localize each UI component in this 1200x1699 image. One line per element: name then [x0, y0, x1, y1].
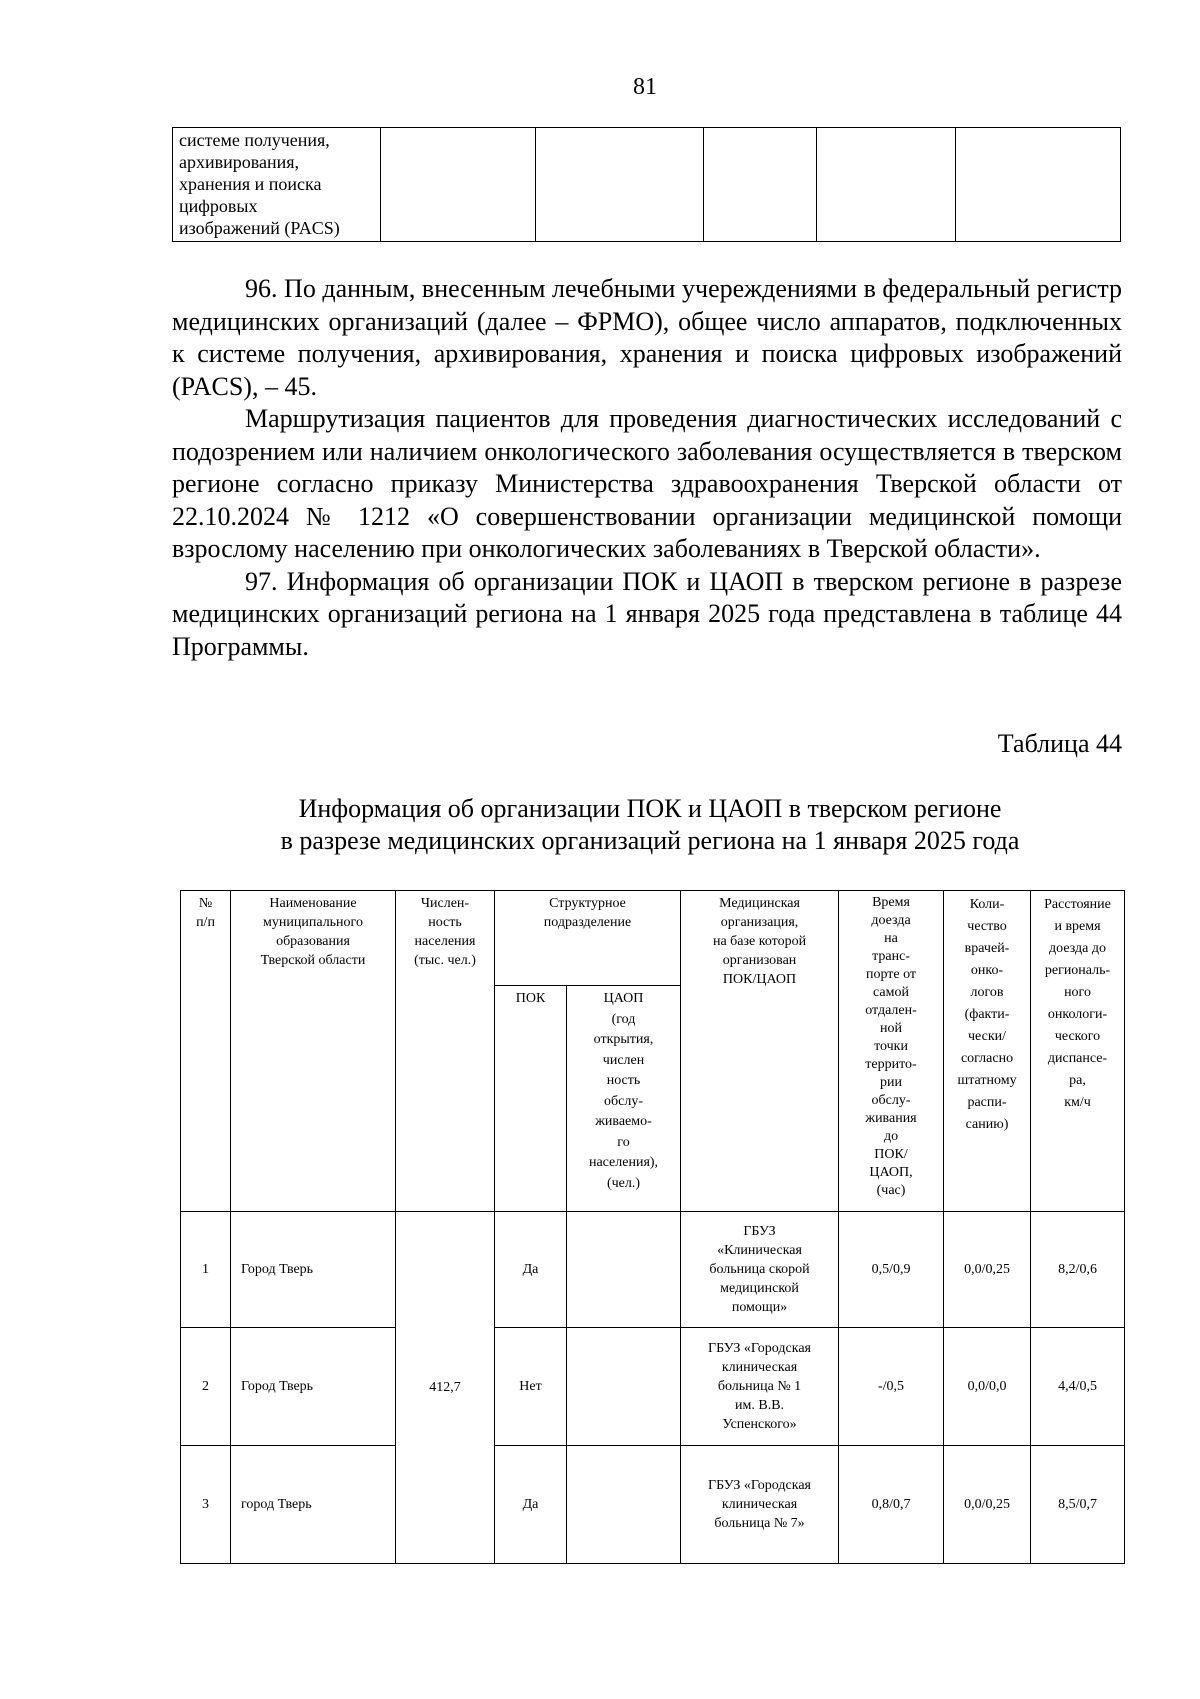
continuation-cell — [956, 128, 1121, 242]
cell-num: 2 — [181, 1328, 231, 1446]
header-structural-unit: Структурное подразделение — [495, 891, 681, 986]
cell-municipality: город Тверь — [231, 1446, 396, 1564]
continuation-cell — [704, 128, 817, 242]
cell-municipality: Город Тверь — [231, 1328, 396, 1446]
paragraph-97: 97. Информация об организации ПОК и ЦАОП в тверском регионе в разрезе медицинских организаций региона на 1 января 2025 года представлена в таблице 44 Программы. — [172, 566, 1122, 661]
cell-medical-organization: ГБУЗ «Городская клиническая больница № 7» — [681, 1446, 839, 1564]
paragraph-routing: Маршрутизация пациентов для проведения диагностических исследований с подозрением или наличием онкологического заболевания осуществляется в тверском регионе согласно приказу Министерства здравоохранения Тверской области от 22.10.2024 № 1212 «О совершенствовании организации медицинской помощи взрослому населению при онкологических заболеваниях в Тверской области». — [172, 404, 1122, 563]
cell-num: 1 — [181, 1212, 231, 1328]
table-label: Таблица 44 — [997, 729, 1122, 758]
main-table — [180, 890, 1125, 1564]
cell-doctors: 0,0/0,25 — [944, 1446, 1031, 1564]
cell-pok: Нет — [495, 1328, 567, 1446]
header-pok: ПОК — [495, 986, 567, 1212]
header-doctors: Коли- чество врачей- онко- логов (факти- чески/ согласно штатному распи- санию) — [944, 891, 1031, 1212]
cell-doctors: 0,0/0,25 — [944, 1212, 1031, 1328]
header-municipality: Наименование муниципального образования Тверской области — [231, 891, 396, 1212]
continuation-cell — [817, 128, 956, 242]
cell-distance: 8,5/0,7 — [1031, 1446, 1125, 1564]
cell-doctors: 0,0/0,0 — [944, 1328, 1031, 1446]
header-population: Числен- ность населения (тыс. чел.) — [396, 891, 495, 1212]
page-number: 81 — [633, 74, 657, 100]
cell-caop — [567, 1328, 681, 1446]
cell-population: 412,7 — [396, 1212, 495, 1564]
cell-travel-time: 0,8/0,7 — [839, 1446, 944, 1564]
cell-travel-time: -/0,5 — [839, 1328, 944, 1446]
header-medical-organization: Медицинская организация, на базе которой организован ПОК/ЦАОП — [681, 891, 839, 1212]
cell-distance: 8,2/0,6 — [1031, 1212, 1125, 1328]
header-num: № п/п — [181, 891, 231, 1212]
header-row — [181, 891, 1125, 986]
continuation-cell — [536, 128, 704, 242]
cell-distance: 4,4/0,5 — [1031, 1328, 1125, 1446]
continuation-cell-text: системе получения, архивирования, хранения и поиска цифровых изображений (PACS) — [173, 128, 381, 242]
table-row — [173, 128, 1121, 242]
cell-travel-time: 0,5/0,9 — [839, 1212, 944, 1328]
header-distance: Расстояние и время доезда до региональ- ного онкологи- ческого диспансе- ра, км/ч — [1031, 891, 1125, 1212]
cell-num: 3 — [181, 1446, 231, 1564]
cell-pok: Да — [495, 1446, 567, 1564]
body-text — [172, 273, 1122, 663]
cell-medical-organization: ГБУЗ «Клиническая больница скорой медицинской помощи» — [681, 1212, 839, 1328]
continuation-table — [172, 127, 1121, 242]
table-title: Информация об организации ПОК и ЦАОП в тверском регионе в разрезе медицинских организаций региона на 1 января 2025 года — [280, 794, 1020, 855]
cell-caop — [567, 1212, 681, 1328]
cell-pok: Да — [495, 1212, 567, 1328]
cell-medical-organization: ГБУЗ «Городская клиническая больница № 1 им. В.В. Успенского» — [681, 1328, 839, 1446]
table-row — [181, 1328, 1125, 1446]
header-travel-time: Время доезда на транс- порте от самой отдален- ной точки террито- рии обслу- живания до ПОК/ ЦАОП, (час) — [839, 891, 944, 1212]
table-row — [181, 1212, 1125, 1328]
cell-caop — [567, 1446, 681, 1564]
paragraph-96: 96. По данным, внесенным лечебными учереждениями в федеральный регистр медицинских организаций (далее – ФРМО), общее число аппаратов, подключенных к системе получения, архивирования, хранения и поиска цифровых изображений (PACS), – 45. — [172, 274, 1122, 401]
table-row — [181, 1446, 1125, 1564]
cell-municipality: Город Тверь — [231, 1212, 396, 1328]
header-caop: ЦАОП (год открытия, числен ность обслу- живаемо- го населения), (чел.) — [567, 986, 681, 1212]
continuation-cell — [381, 128, 536, 242]
